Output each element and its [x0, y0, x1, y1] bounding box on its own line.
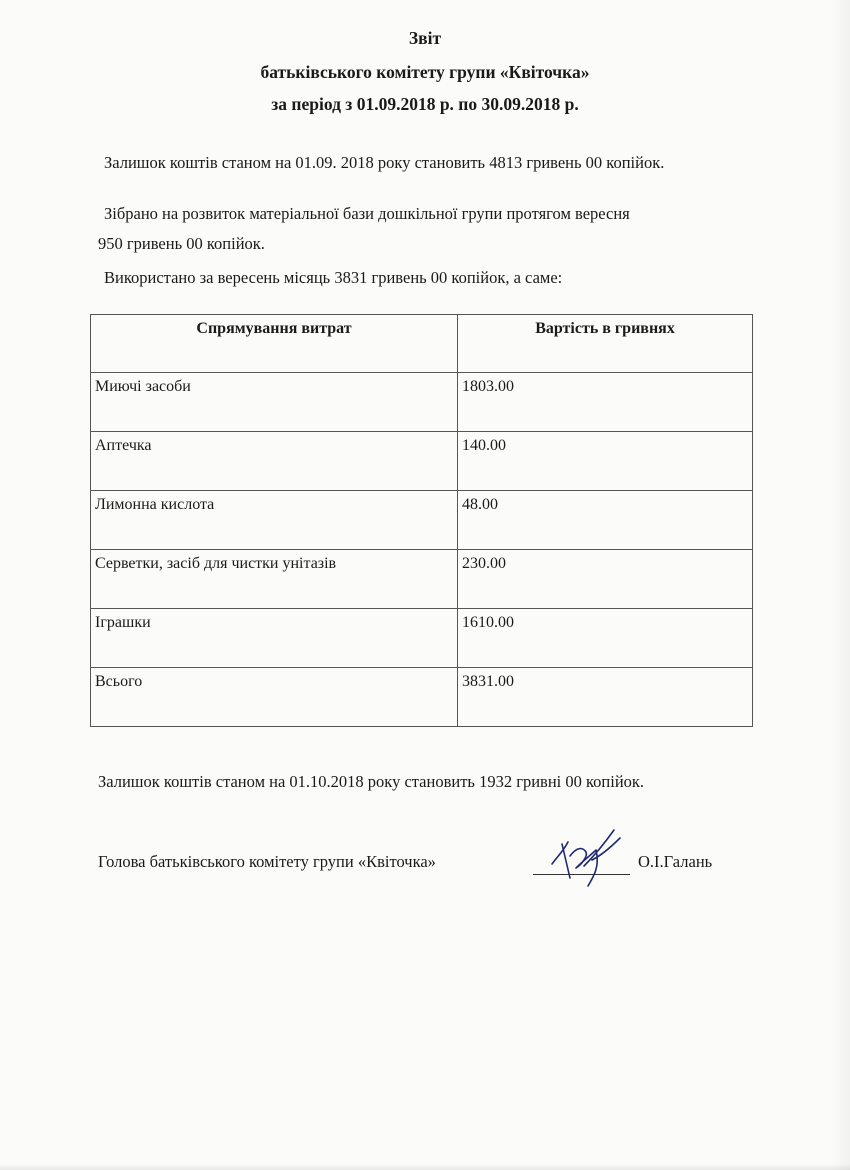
row-cost: 3831.00 [458, 668, 753, 727]
column-header-item: Спрямування витрат [91, 315, 458, 373]
table-row-total [91, 668, 753, 727]
row-item: Лимонна кислота [91, 491, 458, 550]
row-item: Аптечка [91, 432, 458, 491]
table-row [91, 373, 753, 432]
row-item: Всього [91, 668, 458, 727]
document-subtitle: батьківського комітету групи «Квіточка» [260, 62, 590, 82]
closing-balance: Залишок коштів станом на 01.10.2018 року становить 1932 гривні 00 копійок. [98, 772, 645, 791]
row-item: Серветки, засіб для чистки унітазів [91, 550, 458, 609]
row-cost: 1610.00 [458, 609, 753, 668]
document-title: Звіт [408, 28, 442, 48]
table-row [91, 550, 753, 609]
table-header-row [91, 315, 753, 373]
spent-summary: Використано за вересень місяць 3831 гривень 00 копійок, а саме: [104, 268, 563, 287]
opening-balance: Залишок коштів станом на 01.09. 2018 року становить 4813 гривень 00 копійок. [104, 153, 665, 172]
collected-line-2: 950 гривень 00 копійок. [98, 234, 265, 253]
scan-edge-shadow [832, 0, 850, 1170]
handwritten-signature [548, 826, 628, 892]
column-header-cost: Вартість в гривнях [458, 315, 753, 373]
row-item: Іграшки [91, 609, 458, 668]
table-row [91, 432, 753, 491]
row-cost: 140.00 [458, 432, 753, 491]
table-row [91, 609, 753, 668]
row-item: Миючі засоби [91, 373, 458, 432]
signatory-name: О.І.Галань [638, 852, 713, 871]
signatory-title: Голова батьківського комітету групи «Квіточка» [98, 852, 436, 871]
row-cost: 230.00 [458, 550, 753, 609]
row-cost: 1803.00 [458, 373, 753, 432]
scan-bottom-shadow [0, 1164, 850, 1170]
report-period: за період з 01.09.2018 р. по 30.09.2018 р. [271, 94, 579, 114]
row-cost: 48.00 [458, 491, 753, 550]
table-row [91, 491, 753, 550]
expenses-table [90, 314, 753, 727]
collected-line-1: Зібрано на розвиток матеріальної бази дошкільної групи протягом вересня [104, 204, 630, 223]
